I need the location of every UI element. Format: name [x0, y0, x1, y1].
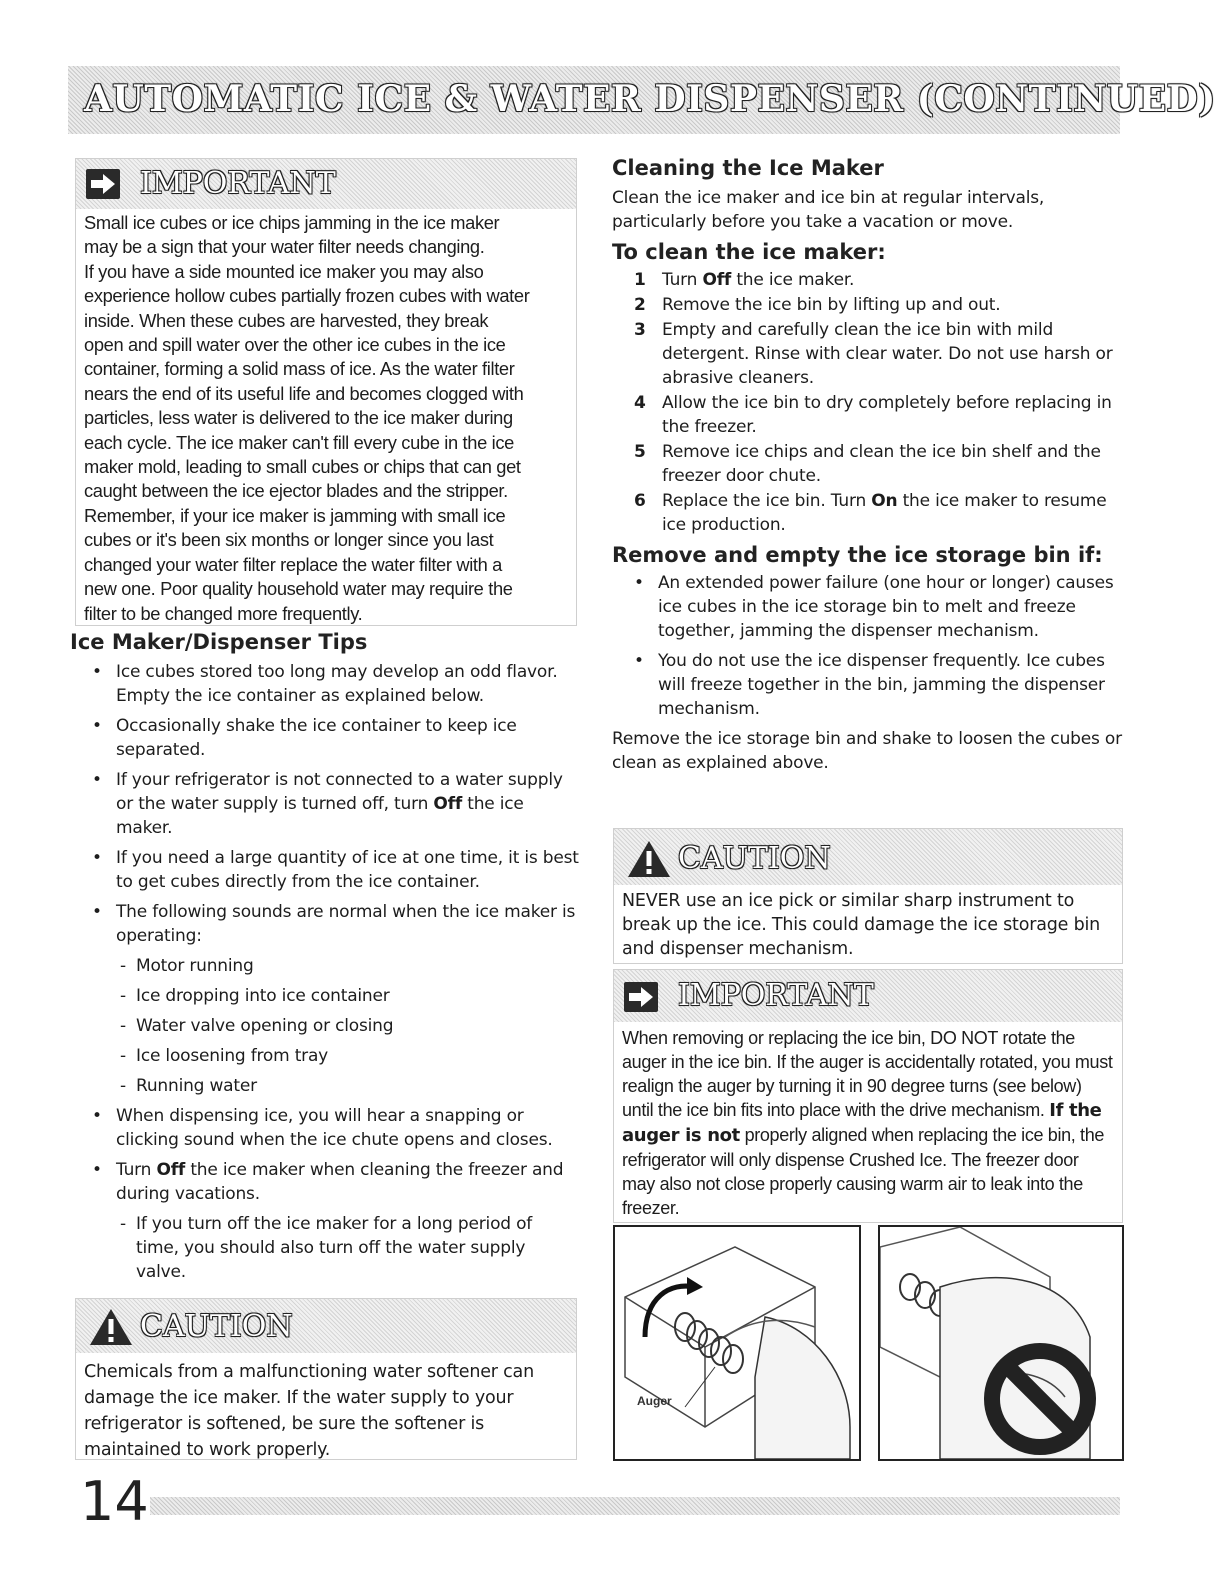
warning-icon	[88, 1307, 134, 1347]
caution-panel-header	[614, 829, 1122, 885]
list-item: • The following sounds are normal when the ice maker is operating:	[70, 900, 580, 948]
list-item: - Ice dropping into ice container	[70, 984, 580, 1008]
cleaning-subheading: To clean the ice maker:	[612, 240, 886, 264]
list-item: • Occasionally shake the ice container to keep ice separated.	[70, 714, 580, 762]
important-text: When removing or replacing the ice bin, DO NOT rotate the auger in the ice bin. If the auger is accidentally rotated, you must realign the auger by turning it in 90 degree turns (see below) until the ice bin fits into place with the drive mechanism. If the auger is not properly aligned when replacing the ice bin, the refrigerator will only dispense Crushed Ice. The freezer door may also not close properly causing warm air to leak into the freezer.	[622, 1028, 1113, 1218]
important-line: experience hollow cubes partially frozen cubes with water	[84, 285, 530, 307]
important-line: maker mold, leading to small cubes or chips that can get	[84, 456, 521, 478]
important-line: container, forming a solid mass of ice. As the water filter	[84, 358, 515, 380]
vacation-sublist	[70, 1212, 580, 1284]
cleaning-steps	[612, 268, 1127, 537]
list-item: 2 Remove the ice bin by lifting up and out.	[634, 295, 1001, 315]
empty-bin-list	[612, 571, 1127, 721]
important-line: changed your water filter replace the water filter with a	[84, 553, 502, 575]
list-item: - If you turn off the ice maker for a long period of time, you should also turn off the water supply valve.	[70, 1212, 580, 1284]
list-item: • If your refrigerator is not connected to a water supply or the water supply is turned off, turn Off the ice maker.	[70, 768, 580, 840]
list-item: • When dispensing ice, you will hear a snapping or clicking sound when the ice chute opens and closes.	[70, 1104, 580, 1152]
important-line: Remember, if your ice maker is jamming with small ice	[84, 504, 506, 526]
caution-label: CAUTION	[678, 841, 831, 876]
caution-text: NEVER use an ice pick or similar sharp instrument to break up the ice. This could damage the ice storage bin and dispenser mechanism.	[622, 891, 1101, 959]
list-item: - Water valve opening or closing	[70, 1014, 580, 1038]
caution-text: Chemicals from a malfunctioning water softener can damage the ice maker. If the water supply to your refrigerator is softened, be sure the softener is maintained to work properly.	[84, 1362, 534, 1460]
sounds-list	[70, 954, 580, 1098]
important-line: particles, less water is delivered to the ice maker during	[84, 407, 513, 429]
cleaning-intro: Clean the ice maker and ice bin at regular intervals, particularly before you take a vacation or move.	[612, 188, 1045, 232]
footer-bar	[150, 1497, 1120, 1515]
cleaning-section	[612, 156, 1127, 775]
list-item: 1 Turn Off the ice maker.	[634, 270, 855, 290]
important-panel-right	[613, 969, 1123, 1223]
empty-bin-heading: Remove and empty the ice storage bin if:	[612, 543, 1103, 567]
important-label: IMPORTANT	[678, 978, 874, 1013]
page-title-bar	[68, 66, 1216, 134]
important-line: new one. Poor quality household water may require the	[84, 578, 513, 600]
list-item: 4 Allow the ice bin to dry completely before replacing in the freezer.	[634, 393, 1112, 437]
important-text	[76, 209, 576, 630]
important-line: open and spill water over the other ice cubes in the ice	[84, 334, 506, 356]
list-item: - Ice loosening from tray	[70, 1044, 580, 1068]
important-panel-top	[75, 158, 577, 626]
bin-no-rotate-illustration	[880, 1227, 1122, 1459]
caution-panel-left	[75, 1298, 577, 1460]
tips-section	[70, 630, 580, 1290]
caution-panel-header	[76, 1299, 576, 1353]
list-item: • An extended power failure (one hour or longer) causes ice cubes in the ice storage bin to melt and freeze together, jamming the dispenser mechanism.	[612, 571, 1127, 643]
important-line: inside. When these cubes are harvested, they break	[84, 309, 489, 331]
important-panel-header	[76, 159, 576, 209]
page-number: 14	[80, 1470, 149, 1533]
important-line: cubes or it's been six months or longer since you last	[84, 529, 494, 551]
important-line: may be a sign that your water filter needs changing.	[84, 236, 485, 258]
list-item: 5 Remove ice chips and clean the ice bin shelf and the freezer door chute.	[634, 442, 1101, 486]
empty-bin-outro: Remove the ice storage bin and shake to loosen the cubes or clean as explained above.	[612, 729, 1122, 773]
important-line: caught between the ice ejector blades and the stripper.	[84, 480, 508, 502]
list-item: - Running water	[70, 1074, 580, 1098]
important-label: IMPORTANT	[140, 166, 336, 201]
important-line: If you have a side mounted ice maker you may also	[84, 260, 484, 282]
important-line: nears the end of its useful life and becomes clogged with	[84, 382, 524, 404]
tips-heading: Ice Maker/Dispenser Tips	[70, 630, 368, 654]
important-line: each cycle. The ice maker can't fill every cube in the ice	[84, 431, 514, 453]
important-panel-header	[614, 970, 1122, 1022]
list-item: • Ice cubes stored too long may develop an odd flavor. Empty the ice container as explained below.	[70, 660, 580, 708]
arrow-icon	[86, 169, 120, 199]
tips-list-2	[70, 1104, 580, 1206]
auger-label: Auger	[637, 1394, 672, 1408]
important-line: filter to be changed more frequently.	[84, 602, 363, 624]
page-title: AUTOMATIC ICE & WATER DISPENSER (CONTINUED)	[84, 78, 1216, 120]
arrow-icon	[624, 982, 658, 1012]
tips-list	[70, 660, 580, 948]
caution-panel-right	[613, 828, 1123, 964]
list-item: • If you need a large quantity of ice at one time, it is best to get cubes directly from the ice container.	[70, 846, 580, 894]
ice-bin-auger-illustration	[615, 1227, 859, 1459]
important-line: Small ice cubes or ice chips jamming in the ice maker	[84, 212, 500, 233]
list-item: - Motor running	[70, 954, 580, 978]
list-item: 6 Replace the ice bin. Turn On the ice maker to resume ice production.	[634, 491, 1107, 535]
auger-figure	[613, 1225, 861, 1461]
list-item: 3 Empty and carefully clean the ice bin with mild detergent. Rinse with clear water. Do not use harsh or abrasive cleaners.	[634, 320, 1113, 388]
list-item: • Turn Off the ice maker when cleaning the freezer and during vacations.	[70, 1158, 580, 1206]
caution-label: CAUTION	[140, 1309, 293, 1344]
warning-icon	[626, 839, 672, 879]
cleaning-heading: Cleaning the Ice Maker	[612, 156, 884, 180]
no-rotate-figure	[878, 1225, 1124, 1461]
list-item: • You do not use the ice dispenser frequently. Ice cubes will freeze together in the bin, jamming the dispenser mechanism.	[612, 649, 1127, 721]
